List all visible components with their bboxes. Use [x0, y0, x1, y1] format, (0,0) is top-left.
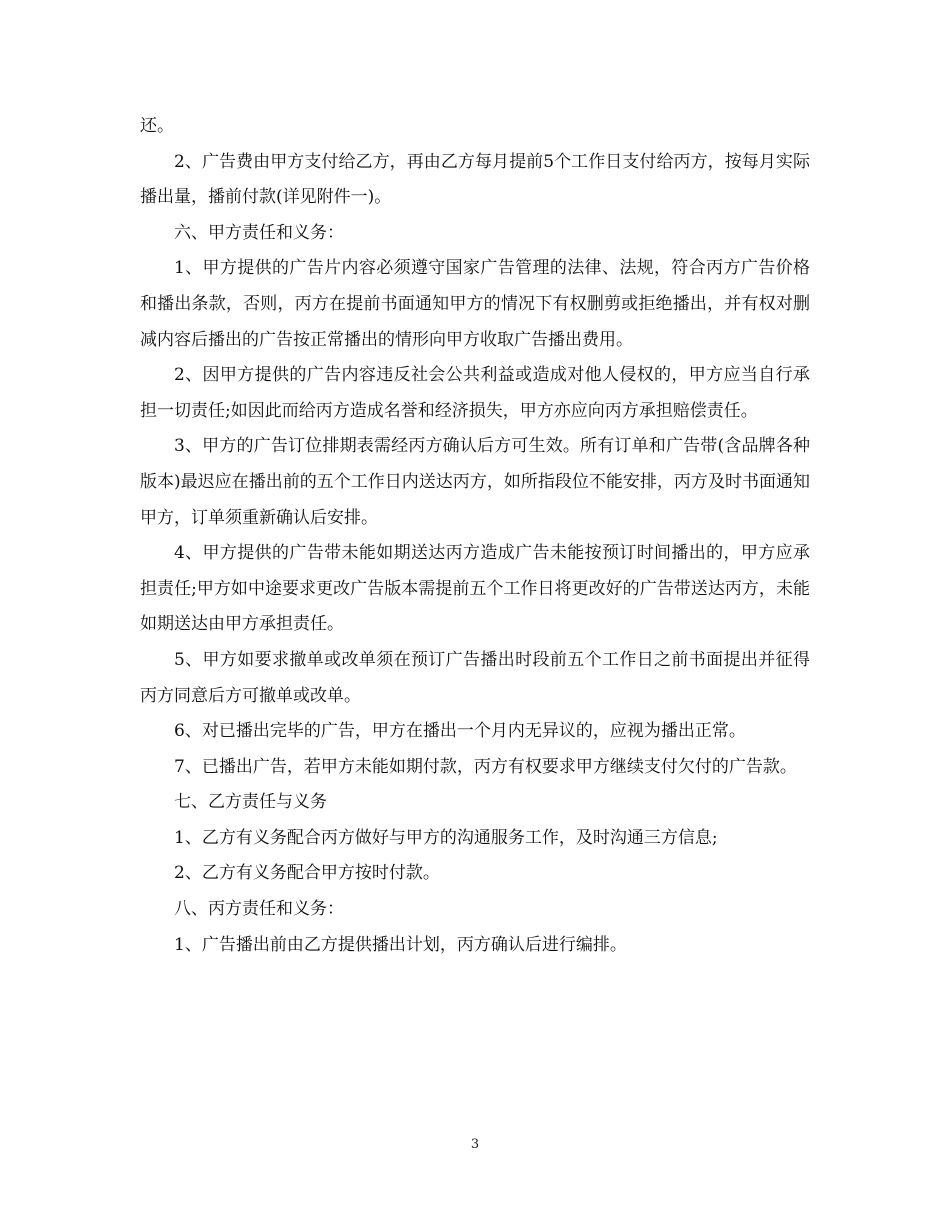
paragraph-clause-6-7: 7、已播出广告，若甲方未能如期付款，丙方有权要求甲方继续支付欠付的广告款。: [174, 756, 797, 777]
paragraph-clause-7-1: 1、乙方有义务配合丙方做好与甲方的沟通服务工作，及时沟通三方信息;: [174, 827, 718, 848]
paragraph-clause-5-2: 2、广告费由甲方支付给乙方，再由乙方每月提前5个工作日支付给丙方，按每月实际播出量，播前付款(详见附件一)。: [140, 151, 810, 208]
paragraph-clause-6-6: 6、对已播出完毕的广告，甲方在播出一个月内无异议的，应视为播出正常。: [174, 721, 746, 742]
paragraph-clause-6-2: 2、因甲方提供的广告内容违反社会公共利益或造成对他人侵权的，甲方应当自行承担一切责任;如因此而给丙方造成名誉和经济损失，甲方亦应向丙方承担赔偿责任。: [140, 365, 810, 421]
paragraph-clause-7-2: 2、乙方有义务配合甲方按时付款。: [174, 863, 440, 884]
paragraph-clause-6-5: 5、甲方如要求撤单或改单须在预订广告播出时段前五个工作日之前书面提出并征得丙方同意后方可撤单或改单。: [140, 649, 810, 706]
section-heading-6: 六、甲方责任和义务：: [174, 222, 344, 243]
paragraph-clause-6-3: 3、甲方的广告订位排期表需经丙方确认后方可生效。所有订单和广告带(含品牌各种版本)最迟应在播出前的五个工作日内送达丙方，如所指段位不能安排，丙方及时书面通知甲方，订单须重新确认后安排。: [140, 436, 810, 528]
paragraph-clause-6-4: 4、甲方提供的广告带未能如期送达丙方造成广告未能按预订时间播出的，甲方应承担责任;甲方如中途要求更改广告版本需提前五个工作日将更改好的广告带送达丙方，未能如期送达由甲方承担责任。: [140, 543, 810, 635]
section-heading-7: 七、乙方责任与义务: [174, 792, 327, 813]
document-body: [140, 109, 810, 963]
page-number: 3: [470, 1137, 480, 1152]
paragraph-continuation: 还。: [140, 116, 174, 136]
paragraph-clause-6-1: 1、甲方提供的广告片内容必须遵守国家广告管理的法律、法规，符合丙方广告价格和播出条款，否则，丙方在提前书面通知甲方的情况下有权删剪或拒绝播出，并有权对删减内容后播出的广告按正常播出的情形向甲方收取广告播出费用。: [140, 258, 810, 350]
section-heading-8: 八、丙方责任和义务：: [174, 899, 344, 920]
paragraph-clause-8-1: 1、广告播出前由乙方提供播出计划，丙方确认后进行编排。: [174, 934, 627, 955]
